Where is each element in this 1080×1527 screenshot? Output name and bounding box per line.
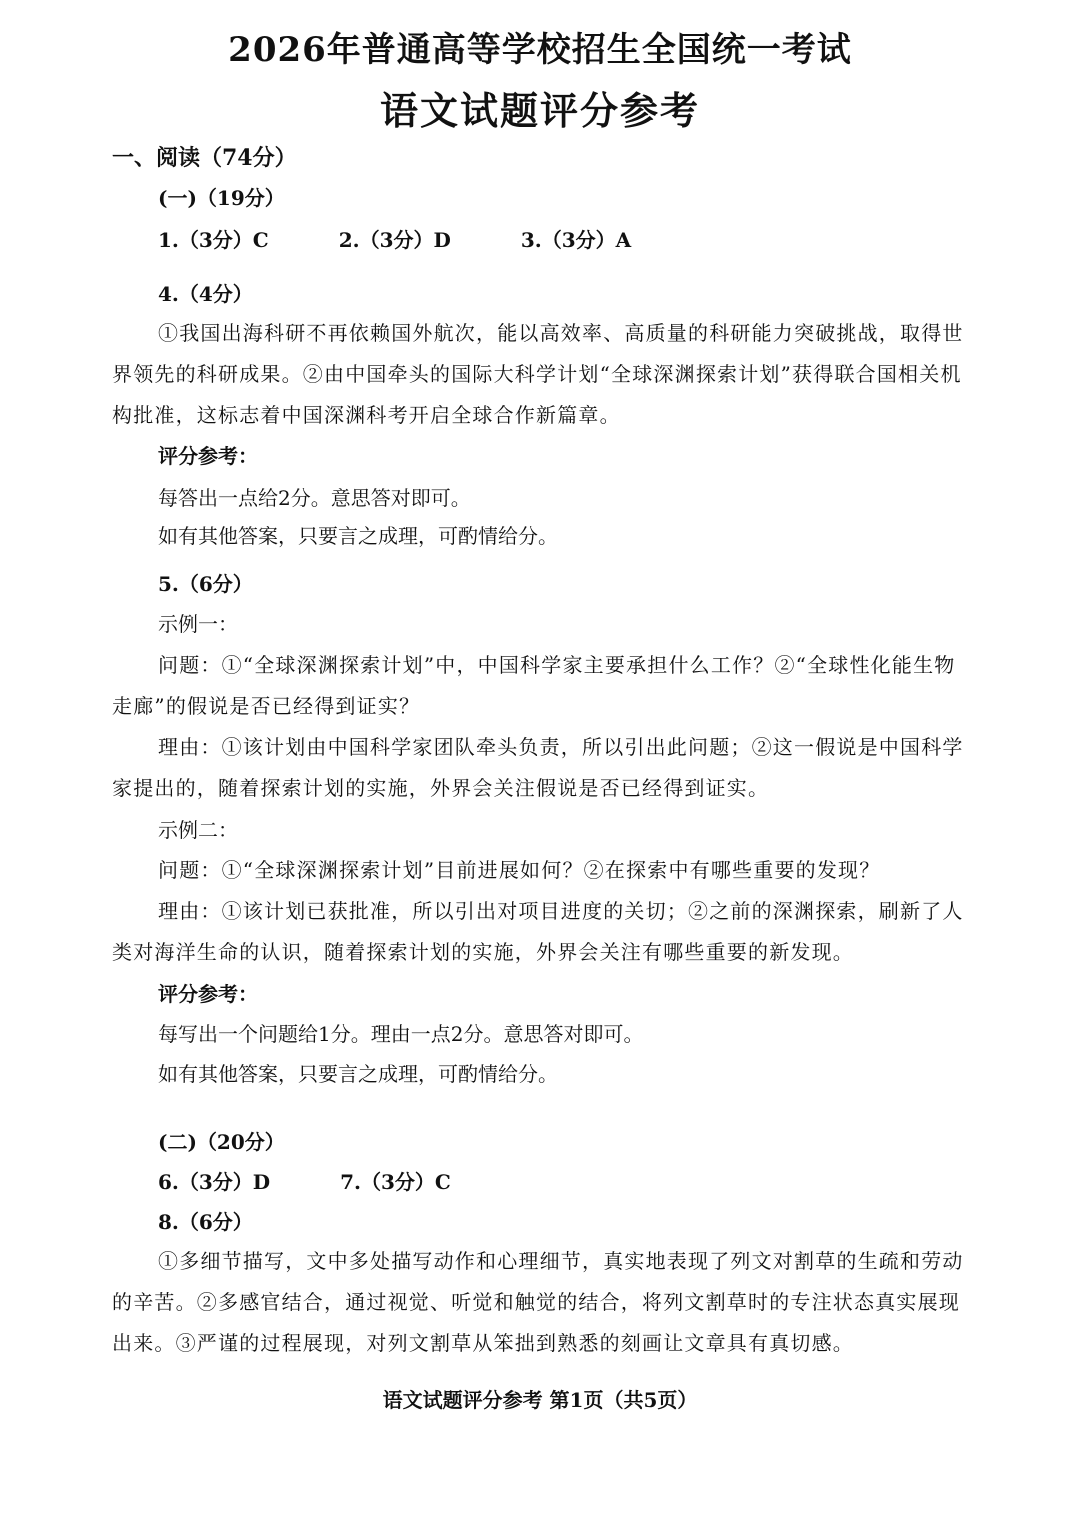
example2-question: 问题：①“全球深渊探索计划”目前进展如何？②在探索中有哪些重要的发现？ bbox=[158, 858, 881, 882]
section-heading-reading: 一、阅读（74分） bbox=[112, 145, 297, 171]
exam-title: 2026年普通高等学校招生全国统一考试 bbox=[228, 30, 852, 70]
question4-heading: 4.（4分） bbox=[158, 282, 253, 306]
q5-scoring-rule-2: 如有其他答案，只要言之成理，可酌情给分。 bbox=[158, 1062, 558, 1086]
example1-reason: 理由：①该计划由中国科学家团队牵头负责，所以引出此问题；②这一假说是中国科学家提出的，随着探索计划的实施，外界会关注假说是否已经得到证实。 bbox=[112, 735, 964, 800]
answer-q1: 1.（3分）C bbox=[158, 228, 269, 252]
answer-q7: 7.（3分）C bbox=[340, 1170, 451, 1194]
question5-heading: 5.（6分） bbox=[158, 572, 253, 596]
answer-q3: 3.（3分）A bbox=[520, 228, 632, 252]
question8-answer: ①多细节描写，文中多处描写动作和心理细节，真实地表现了列文对割草的生疏和劳动的辛苦。②多感官结合，通过视觉、听觉和触觉的结合，将列文割草时的专注状态真实展现出来。③严谨的过程展现，对列文割草从笨拙到熟悉的刻画让文章具有真切感。 bbox=[112, 1249, 964, 1355]
answer-q2: 2.（3分）D bbox=[338, 228, 451, 252]
page-footer: 语文试题评分参考 第1页（共5页） bbox=[382, 1388, 698, 1412]
answers-row-2 bbox=[158, 1168, 451, 1196]
q4-scoring-rule-1: 每答出一点给2分。意思答对即可。 bbox=[158, 486, 471, 510]
part2-heading: (二)（20分） bbox=[158, 1130, 285, 1154]
question4-answer: ①我国出海科研不再依赖国外航次，能以高效率、高质量的科研能力突破挑战，取得世界领先的科研成果。②由中国牵头的国际大科学计划“全球深渊探索计划”获得联合国相关机构批准，这标志着中国深渊科考开启全球合作新篇章。 bbox=[112, 321, 964, 427]
q4-scoring-label: 评分参考： bbox=[158, 444, 258, 468]
question8-heading: 8.（6分） bbox=[158, 1210, 253, 1234]
example2-reason: 理由：①该计划已获批准，所以引出对项目进度的关切；②之前的深渊探索，刷新了人类对海洋生命的认识，随着探索计划的实施，外界会关注有哪些重要的新发现。 bbox=[112, 899, 964, 964]
part1-heading: (一)（19分） bbox=[158, 186, 285, 210]
document-subtitle: 语文试题评分参考 bbox=[379, 88, 700, 133]
example1-label: 示例一： bbox=[158, 612, 238, 636]
q5-scoring-label: 评分参考： bbox=[158, 982, 258, 1006]
q5-scoring-rule-1: 每写出一个问题给1分。理由一点2分。意思答对即可。 bbox=[158, 1022, 644, 1046]
example1-question: 问题：①“全球深渊探索计划”中，中国科学家主要承担什么工作？②“全球性化能生物走廊”的假说是否已经得到证实？ bbox=[112, 653, 956, 718]
answer-q6: 6.（3分）D bbox=[158, 1170, 271, 1194]
answers-row-1 bbox=[158, 226, 631, 254]
q4-scoring-rule-2: 如有其他答案，只要言之成理，可酌情给分。 bbox=[158, 524, 558, 548]
example2-label: 示例二： bbox=[158, 818, 238, 842]
